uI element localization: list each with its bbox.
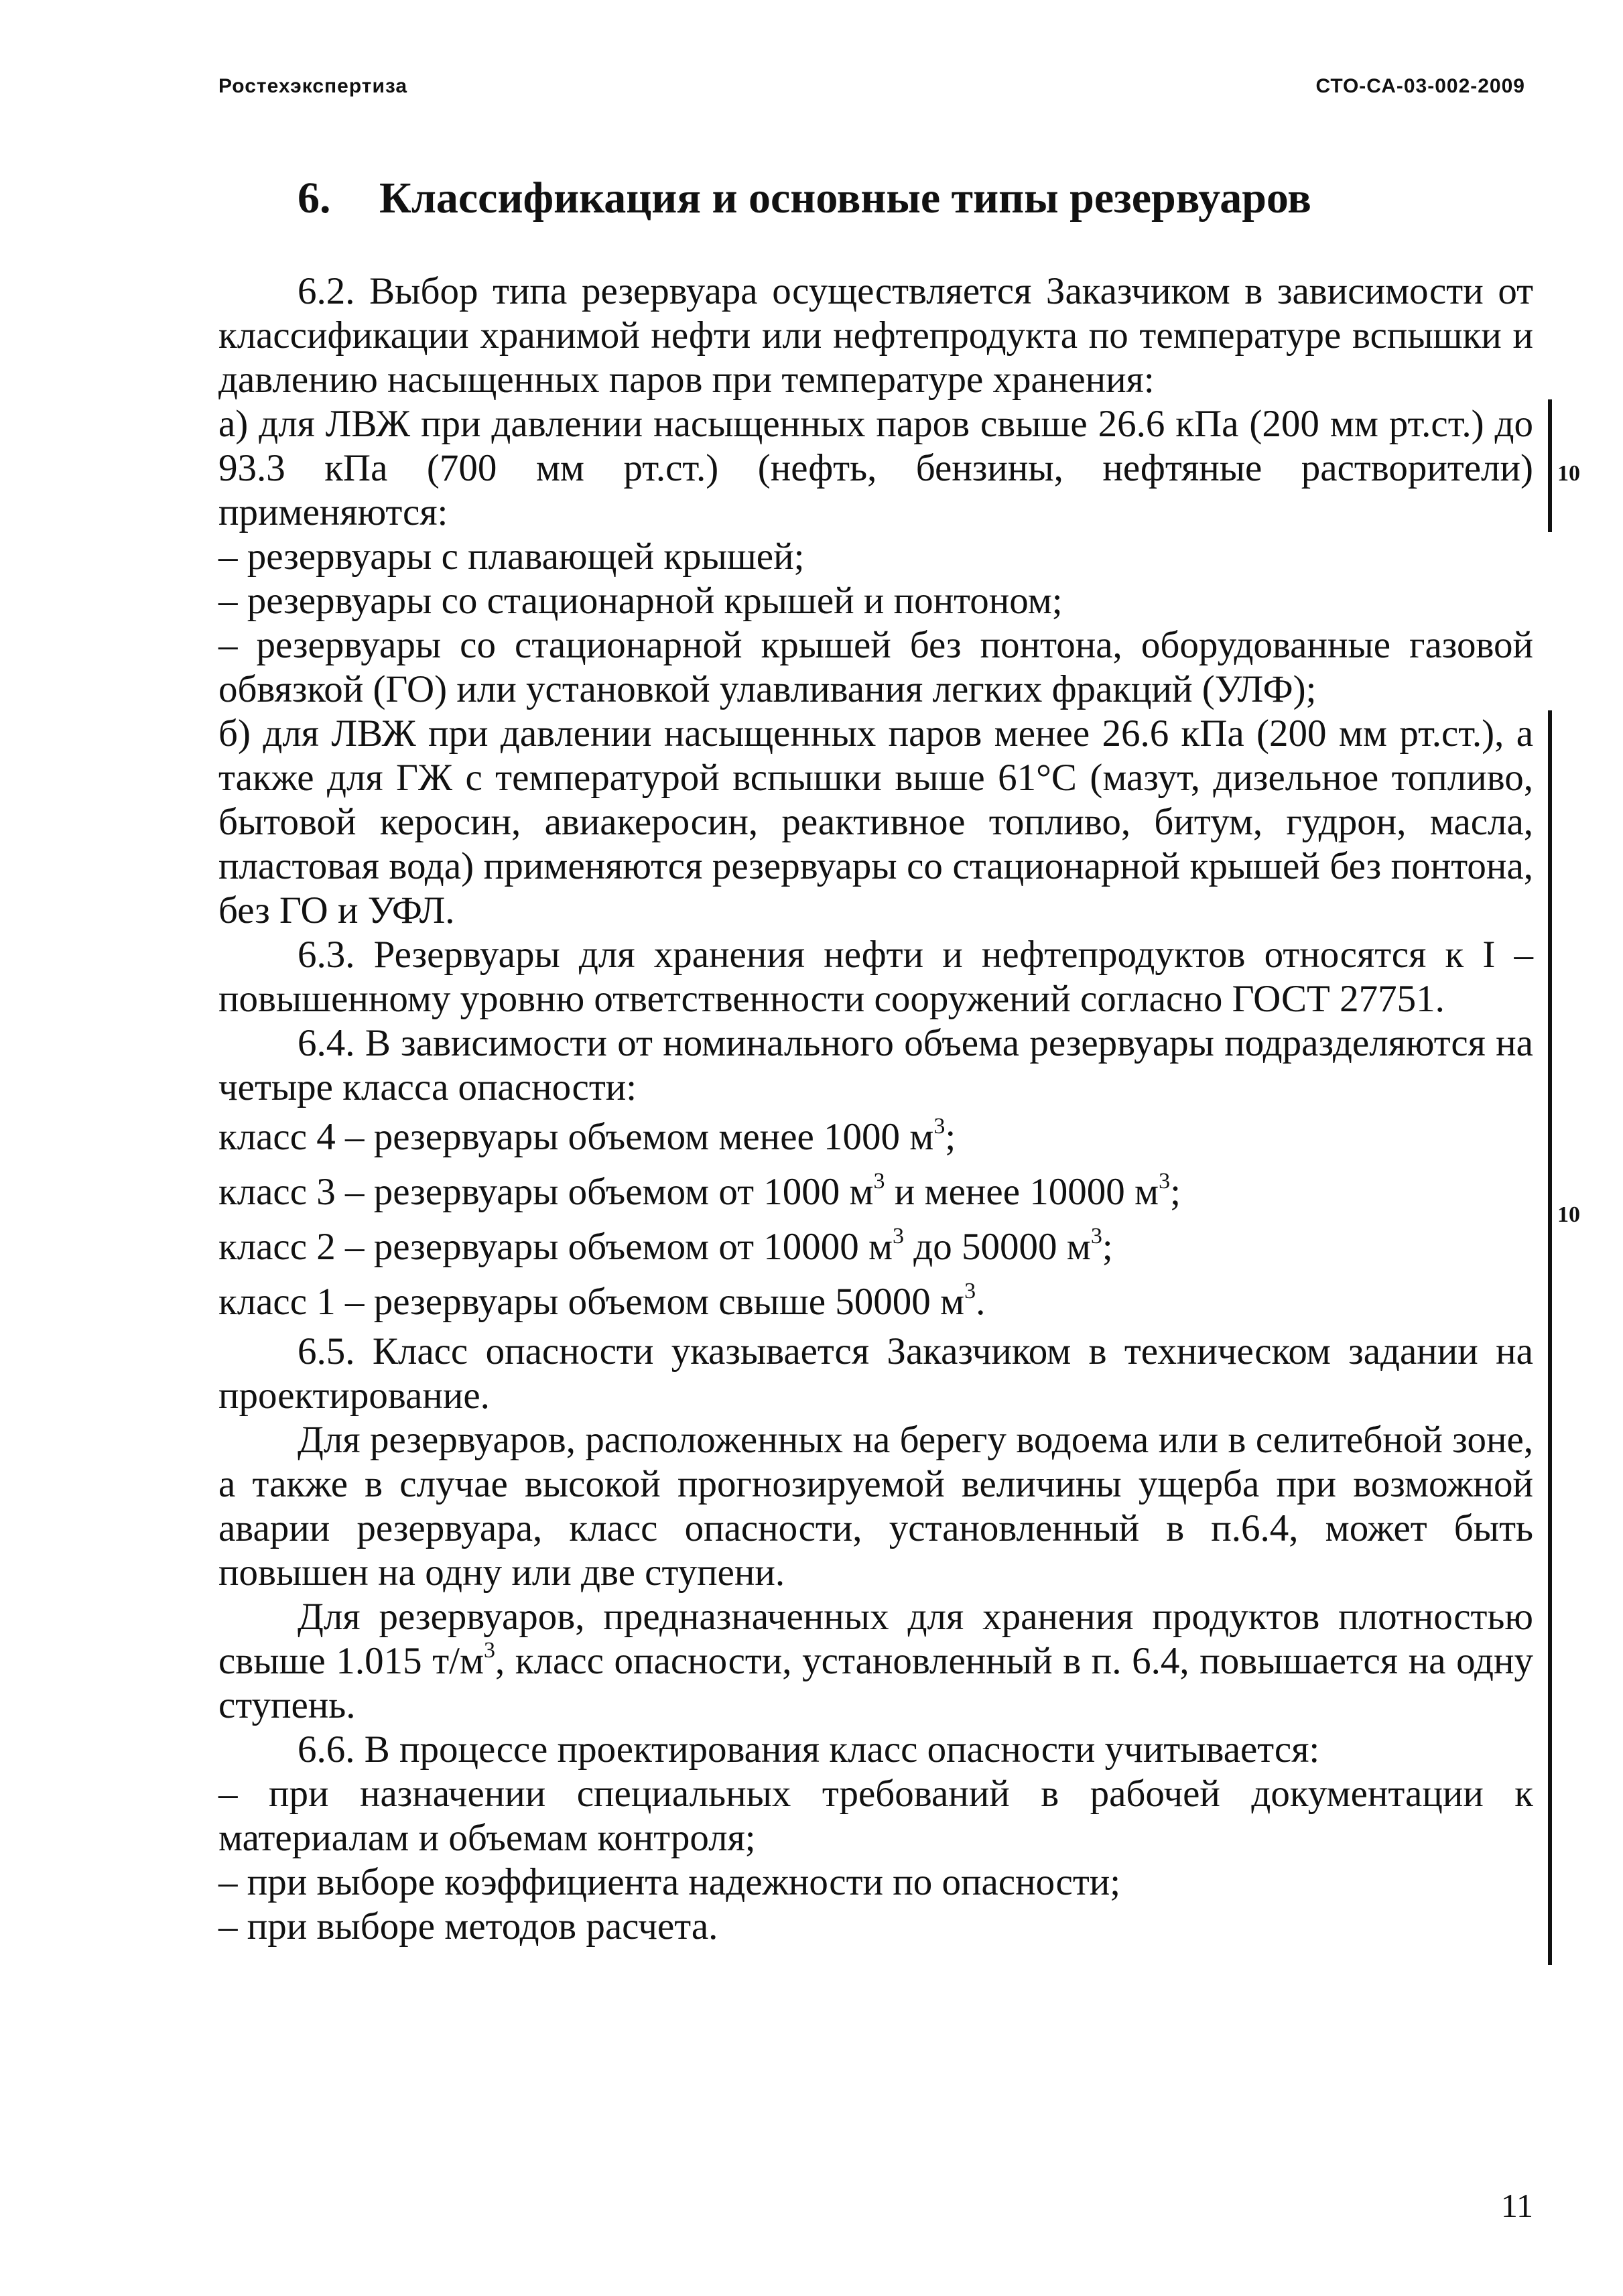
density-text-a: Для резервуаров, предназначенных для хранения продуктов плотностью свыше 1.015 т/м [218,1596,1533,1682]
list-item-a: а) для ЛВЖ при давлении насыщенных паров свыше 26.6 кПа (200 мм рт.ст.) до 93.3 кПа (700 мм рт.ст.) (нефть, бензины, нефтяные растворители) применяются: [218,403,1533,533]
dash-item-calculation-methods: – при выборе методов расчета. [218,1905,718,1948]
superscript: 3 [484,1638,496,1663]
class-4-text: класс 4 – резервуары объемом менее 1000 м [218,1116,934,1158]
change-mark: 10 [1557,461,1580,486]
class-2-text-b: до 50000 м [904,1226,1091,1268]
class-3-end: ; [1170,1171,1181,1213]
density-text-b: , класс опасности, установленный в п. 6.4, повышается на одну ступень. [218,1640,1533,1726]
paragraph-6-2: 6.2. Выбор типа резервуара осуществляется Заказчиком в зависимости от классификации хранимой нефти или нефтепродукта по температуре вспышки и давлению насыщенных паров при температуре хранения: [218,270,1533,401]
paragraph-6-5: 6.5. Класс опасности указывается Заказчиком в техническом задании на проектирование. [218,1330,1533,1417]
class-2-text-a: класс 2 – резервуары объемом от 10000 м [218,1226,893,1268]
class-3-line [218,1165,1533,1220]
superscript: 3 [1159,1169,1171,1194]
paragraph-6-3: 6.3. Резервуары для хранения нефти и нефтепродуктов относятся к I – повышенному уровню ответственности сооружений согласно ГОСТ 27751. [218,934,1533,1020]
superscript: 3 [933,1114,946,1139]
class-1-text: класс 1 – резервуары объемом свыше 50000 м [218,1281,965,1323]
header-document-code: СТО-СА-03-002-2009 [1315,75,1525,97]
class-2-line [218,1220,1533,1275]
section-title-text: Классификация и основные типы резервуаров [379,174,1311,222]
class-3-text-a: класс 3 – резервуары объемом от 1000 м [218,1171,874,1213]
class-4-end: ; [945,1116,956,1158]
section-number: 6. [298,174,331,222]
change-bar [1548,399,1552,532]
list-item-b: б) для ЛВЖ при давлении насыщенных паров менее 26.6 кПа (200 мм рт.ст.), а также для ГЖ с температурой вспышки выше 61°С (мазут, дизельное топливо, бытовой керосин, авиакеросин, реактивное топливо, битум, гудрон, масла, пластовая вода) применяются резервуары со стационарной крышей без понтона, без ГО и УФЛ. [218,712,1533,932]
section-title [298,173,1311,224]
document-body [218,269,1533,1949]
superscript: 3 [1090,1224,1102,1249]
paragraph-6-6: 6.6. В процессе проектирования класс опасности учитывается: [298,1728,1320,1771]
header-organization: Ростехэкспертиза [218,75,408,97]
paragraph-density [218,1595,1533,1728]
superscript: 3 [893,1224,905,1249]
dash-item-reliability-coefficient: – при выборе коэффициента надежности по опасности; [218,1861,1121,1903]
superscript: 3 [964,1279,976,1303]
class-1-end: . [976,1281,986,1323]
change-bar [1548,710,1552,1965]
dash-item-pontoon: – резервуары со стационарной крышей и понтоном; [218,580,1063,622]
dash-item-gas-binding: – резервуары со стационарной крышей без понтона, оборудованные газовой обвязкой (ГО) или установкой улавливания легких фракций (УЛФ); [218,624,1533,710]
dash-item-floating-roof: – резервуары с плавающей крышей; [218,535,805,578]
change-mark: 10 [1557,1202,1580,1227]
paragraph-6-4: 6.4. В зависимости от номинального объема резервуары подразделяются на четыре класса опасности: [218,1022,1533,1108]
page-header [218,75,1525,109]
paragraph-shore-zone: Для резервуаров, расположенных на берегу водоема или в селитебной зоне, а также в случае высокой прогнозируемой величины ущерба при возможной аварии резервуара, класс опасности, установленный в п.6.4, может быть повышен на одну или две ступени. [218,1419,1533,1594]
class-1-line [218,1275,1533,1330]
dash-item-special-requirements: – при назначении специальных требований в рабочей документации к материалам и объемам контроля; [218,1773,1533,1859]
page-number: 11 [1500,2187,1533,2224]
superscript: 3 [873,1169,885,1194]
class-2-end: ; [1102,1226,1113,1268]
class-4-line [218,1110,1533,1165]
class-3-text-b: и менее 10000 м [885,1171,1159,1213]
